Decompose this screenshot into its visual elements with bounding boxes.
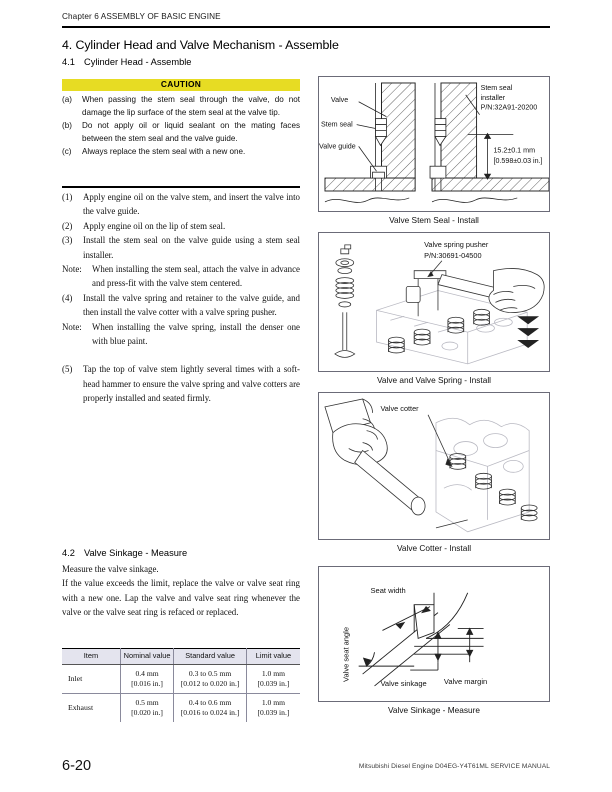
figure-2-illustration (319, 233, 549, 372)
value-in: [0.020 in.] (131, 708, 163, 718)
label-installer-part-number: P/N:32A91-20200 (480, 103, 538, 112)
label-valve-seat-angle: Valve seat angle (341, 626, 351, 682)
page-title: 4. Cylinder Head and Valve Mechanism - Assemble (62, 38, 339, 52)
step-text: Tap the top of valve stem lightly several times with a soft-head hammer to ensure the valve spring and valve cotters are properly installed and seated firmly. (83, 364, 300, 404)
assembly-steps (62, 190, 300, 406)
step-marker: (2) (62, 220, 73, 231)
column-header-nominal: Nominal value (120, 649, 173, 665)
paragraph-line: If the value exceeds the limit, replace the valve or valve seat ring with a new one. Lap the valve and valve seat ring whenever the valve or the valve seat ring is refaced or replaced. (62, 578, 300, 617)
label-pusher-line1: Valve spring pusher (424, 239, 489, 249)
figure-valve-cotter (318, 392, 550, 553)
header-rule (62, 26, 550, 28)
caution-item (62, 119, 300, 145)
cell-nominal (120, 664, 173, 693)
page-number: 6-20 (62, 758, 92, 774)
subsection-title: Valve Sinkage - Measure (84, 548, 188, 558)
label-valve-cotter: Valve cotter (380, 403, 419, 413)
cell-item: Inlet (62, 664, 120, 693)
cell-standard (174, 694, 247, 723)
column-header-item: Item (62, 649, 120, 665)
subsection-number: 4.2 (62, 548, 75, 558)
cell-limit (246, 694, 300, 723)
label-valve-sinkage: Valve sinkage (380, 678, 427, 688)
caution-text: When passing the stem seal through the valve, do not damage the lip surface of the stem seal at the valve tip. (82, 95, 300, 118)
figure-caption: Valve Stem Seal - Install (389, 215, 479, 225)
figure-3-illustration (319, 393, 549, 540)
value-mm: 0.4 mm (135, 668, 159, 678)
subsection-heading (62, 57, 191, 67)
cell-item: Exhaust (62, 694, 120, 723)
figure-valve-and-spring (318, 232, 550, 385)
table-row (62, 664, 300, 693)
value-mm: 0.5 mm (135, 698, 159, 707)
step-marker: (5) (62, 364, 73, 375)
table-row (62, 694, 300, 723)
step-item (62, 362, 300, 405)
caution-marker: (b) (62, 121, 72, 131)
note-text: When installing the valve spring, install the denser one with blue paint. (92, 321, 300, 347)
figure-1-illustration (319, 77, 549, 212)
spacer (62, 348, 300, 362)
step-text: Install the stem seal on the valve guide using a stem seal installer. (83, 235, 300, 260)
cell-standard (174, 664, 247, 693)
figure-valve-sinkage (318, 566, 550, 715)
label-stem-seal: Stem seal (320, 120, 353, 129)
step-item (62, 190, 300, 219)
figure-caption: Valve Sinkage - Measure (387, 705, 481, 715)
caution-item (62, 145, 300, 158)
value-in: [0.039 in.] (257, 708, 290, 718)
label-dimension-in: [0.598±0.03 in.] (493, 157, 543, 166)
value-mm: 0.4 to 0.6 mm (188, 698, 232, 707)
caution-item (62, 93, 300, 119)
figure-box (318, 392, 550, 540)
note-marker: Note: (62, 264, 82, 275)
section-42-body (62, 562, 300, 619)
figure-box (318, 566, 550, 702)
label-pusher-part-number: P/N:30691-04500 (424, 250, 482, 260)
note-text: When installing the stem seal, attach the valve in advance and press-fit with the valve stem centered. (92, 264, 300, 289)
valve-sinkage-table (62, 648, 300, 722)
step-marker: (3) (62, 235, 73, 246)
label-installer-line1: Stem seal (480, 83, 513, 92)
manual-name: Mitsubishi Diesel Engine D04EG-Y4T61ML SERVICE MANUAL (358, 763, 550, 770)
value-mm: 0.3 to 0.5 mm (188, 668, 232, 678)
column-header-limit: Limit value (246, 649, 300, 665)
value-mm: 1.0 mm (261, 698, 286, 707)
caution-bottom-rule (62, 186, 300, 188)
figure-caption: Valve Cotter - Install (396, 543, 472, 553)
cell-nominal (120, 694, 173, 723)
column-header-standard: Standard value (174, 649, 247, 665)
caution-marker: (c) (62, 147, 72, 157)
label-installer-line2: installer (480, 93, 506, 102)
value-in: [0.012 to 0.020 in.] (180, 678, 240, 688)
label-dimension-mm: 15.2±0.1 mm (493, 146, 536, 155)
step-text: Apply engine oil on the valve stem, and insert the valve into the valve guide. (83, 192, 300, 217)
step-marker: (1) (62, 192, 73, 202)
table-header-row (62, 649, 300, 665)
step-text: Install the valve spring and retainer to the valve guide, and then install the valve cotter with a valve spring pusher. (83, 292, 300, 318)
caution-text: Always replace the stem seal with a new one. (82, 147, 246, 157)
figure-4-illustration (319, 567, 549, 702)
value-in: [0.016 to 0.024 in.] (180, 708, 240, 718)
caution-body (62, 93, 300, 158)
step-text: Apply engine oil on the lip of stem seal. (83, 220, 226, 231)
value-mm: 1.0 mm (261, 668, 286, 678)
caution-banner: CAUTION (62, 79, 300, 91)
subsection-number: 4.1 (62, 57, 75, 67)
value-in: [0.016 in.] (131, 678, 163, 688)
value-in: [0.039 in.] (257, 678, 290, 688)
label-valve-margin: Valve margin (443, 676, 488, 686)
figure-valve-stem-seal (318, 76, 550, 225)
label-seat-width: Seat width (370, 585, 406, 595)
note-item (62, 320, 300, 349)
paragraph-line: Measure the valve sinkage. (62, 564, 159, 574)
label-valve: Valve (330, 95, 349, 104)
figure-box (318, 76, 550, 212)
step-marker: (4) (62, 292, 73, 303)
step-item (62, 291, 300, 320)
chapter-header: Chapter 6 ASSEMBLY OF BASIC ENGINE (62, 12, 221, 21)
caution-marker: (a) (62, 95, 72, 104)
note-item (62, 262, 300, 291)
label-valve-guide: Valve guide (319, 142, 356, 151)
subsection-heading-42 (62, 548, 187, 558)
caution-text: Do not apply oil or liquid sealant on the mating faces between the stem seal and the valve guide. (82, 121, 300, 144)
subsection-title: Cylinder Head - Assemble (84, 57, 192, 67)
note-marker: Note: (62, 321, 82, 332)
cell-limit (246, 664, 300, 693)
step-item (62, 233, 300, 262)
figure-box (318, 232, 550, 372)
figure-caption: Valve and Valve Spring - Install (376, 375, 492, 385)
step-item (62, 219, 300, 233)
